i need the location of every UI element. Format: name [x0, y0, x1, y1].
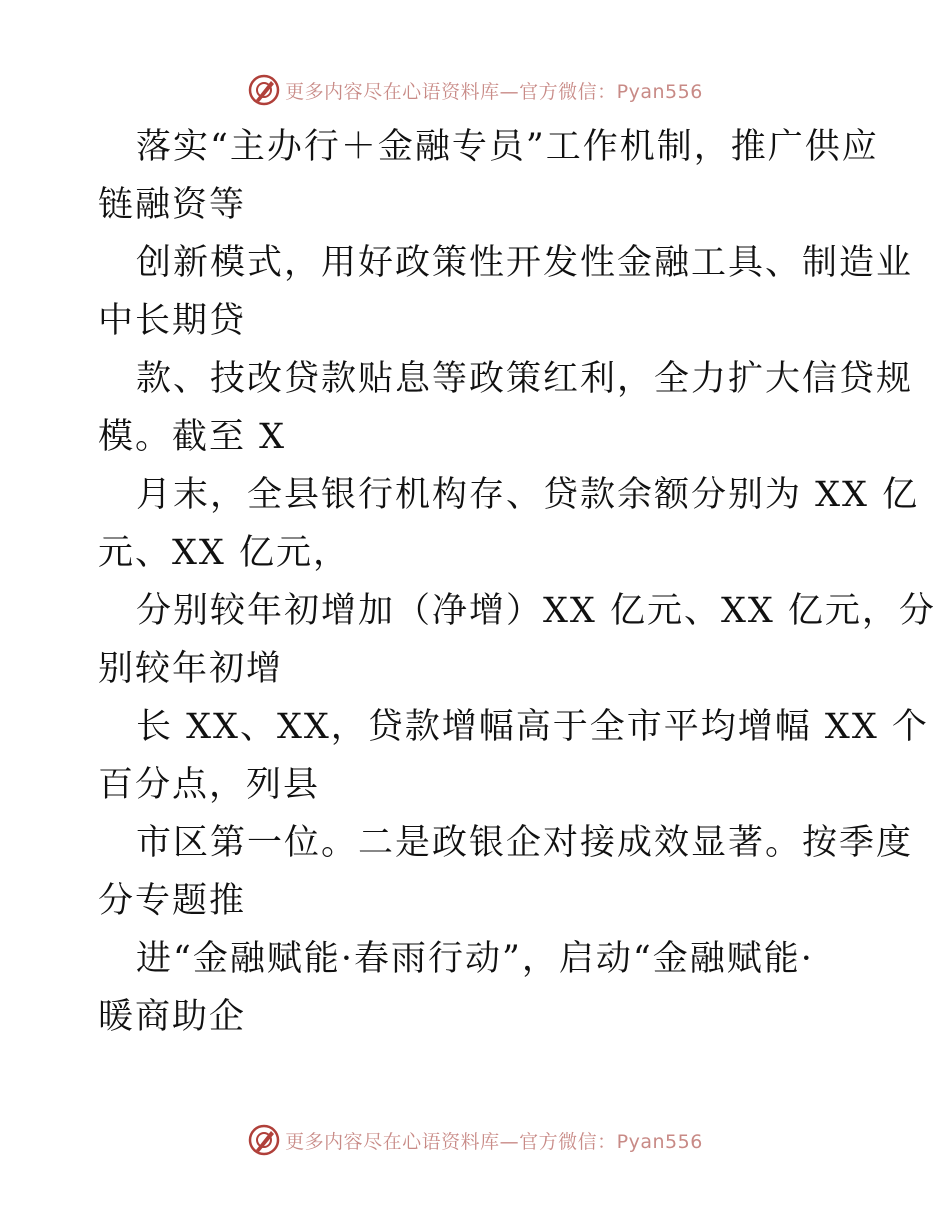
text-line: 中长期贷: [98, 301, 247, 341]
text-line: 分别较年初增加（净增）XX 亿元、XX 亿元，分: [136, 591, 936, 631]
text-line: 分专题推: [98, 881, 247, 921]
text-line: 月末，全县银行机构存、贷款余额分别为 XX 亿: [136, 475, 920, 515]
text-line: 落实“主办行＋金融专员”工作机制，推广供应: [136, 127, 879, 167]
text-line: 模。截至 X: [98, 417, 287, 457]
watermark-text: 更多内容尽在心语资料库—官方微信：Pyan556: [285, 1130, 703, 1153]
text-line: 创新模式，用好政策性开发性金融工具、制造业: [136, 243, 914, 283]
text-line: 元、XX 亿元，: [98, 533, 350, 573]
watermark-text: 更多内容尽在心语资料库—官方微信：Pyan556: [285, 80, 703, 103]
footer-watermark: [0, 1120, 950, 1160]
text-line: 市区第一位。二是政银企对接成效显著。按季度: [136, 823, 914, 863]
text-line: 暖商助企: [98, 997, 247, 1037]
text-line: 款、技改贷款贴息等政策红利，全力扩大信贷规: [136, 359, 914, 399]
pen-logo-icon: [247, 73, 281, 107]
text-line: 链融资等: [98, 185, 247, 225]
text-line: 别较年初增: [98, 649, 284, 689]
pen-logo-icon: [247, 1123, 281, 1157]
text-line: 百分点，列县: [98, 765, 321, 805]
text-line: 进“金融赋能·春雨行动”，启动“金融赋能·: [136, 939, 814, 979]
document-body: [98, 118, 936, 1046]
header-watermark: [0, 70, 950, 110]
text-line: 长 XX、XX，贷款增幅高于全市平均增幅 XX 个: [136, 707, 929, 747]
